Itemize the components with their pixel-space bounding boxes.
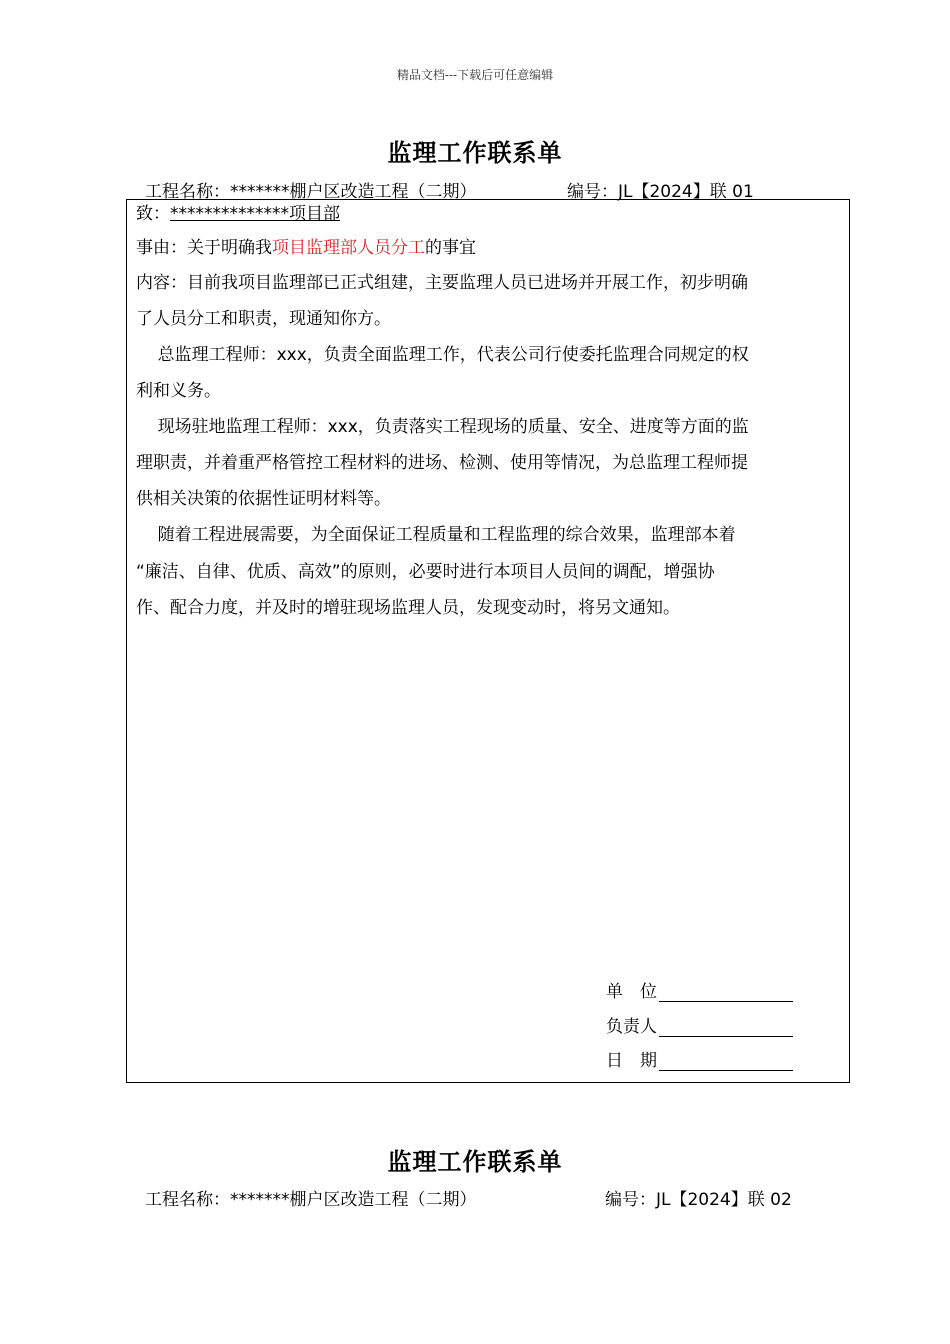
recipient-label: 致： xyxy=(136,204,170,224)
signature-date xyxy=(606,1046,793,1071)
content-line: 理职责，并着重严格管控工程材料的进场、检测、使用等情况，为总监理工程师提 xyxy=(136,453,748,473)
content-line: 了人员分工和职责，现通知你方。 xyxy=(136,309,391,329)
signature-person-blank[interactable] xyxy=(659,1018,793,1037)
signature-unit-label: 单 位 xyxy=(606,982,657,1002)
form-content-box xyxy=(126,199,850,1083)
content-line: 现场驻地监理工程师：xxx，负责落实工程现场的质量、安全、进度等方面的监 xyxy=(136,417,749,437)
signature-person-label: 负责人 xyxy=(606,1017,657,1037)
project-name-2: 工程名称：*******棚户区改造工程（二期） xyxy=(145,1190,477,1210)
content-line: 作、配合力度，并及时的增驻现场监理人员，发现变动时，将另文通知。 xyxy=(136,598,680,618)
signature-unit-blank[interactable] xyxy=(659,983,793,1002)
recipient-value: **************项目部 xyxy=(170,204,340,224)
recipient-line xyxy=(136,203,840,225)
content-line: 内容：目前我项目监理部已正式组建，主要监理人员已进场并开展工作，初步明确 xyxy=(136,273,748,293)
project-name: 工程名称：*******棚户区改造工程（二期） xyxy=(145,182,477,202)
page-header-watermark: 精品文档---下载后可任意编辑 xyxy=(396,68,554,82)
content-line: 利和义务。 xyxy=(136,381,221,401)
signature-date-label: 日 期 xyxy=(606,1051,657,1071)
subject-prefix: 事由：关于明确我 xyxy=(136,238,272,258)
content-line: 随着工程进展需要，为全面保证工程质量和工程监理的综合效果，监理部本着 xyxy=(136,525,736,545)
signature-unit xyxy=(606,977,793,1002)
content-line: “廉洁、自律、优质、高效”的原则，必要时进行本项目人员间的调配，增强协 xyxy=(136,562,715,582)
subject-line xyxy=(136,237,840,259)
subject-suffix: 的事宜 xyxy=(425,238,476,258)
form-title-2: 监理工作联系单 xyxy=(387,1148,563,1176)
signature-person xyxy=(606,1012,793,1037)
content-line: 供相关决策的依据性证明材料等。 xyxy=(136,489,391,509)
signature-date-blank[interactable] xyxy=(659,1052,793,1071)
content-line: 总监理工程师：xxx，负责全面监理工作，代表公司行使委托监理合同规定的权 xyxy=(136,345,749,365)
subject-highlight: 项目监理部人员分工 xyxy=(272,238,425,258)
serial-number: 编号：JL【2024】联 01 xyxy=(567,182,754,202)
serial-number-2: 编号：JL【2024】联 02 xyxy=(605,1190,792,1210)
form-title: 监理工作联系单 xyxy=(387,139,563,167)
